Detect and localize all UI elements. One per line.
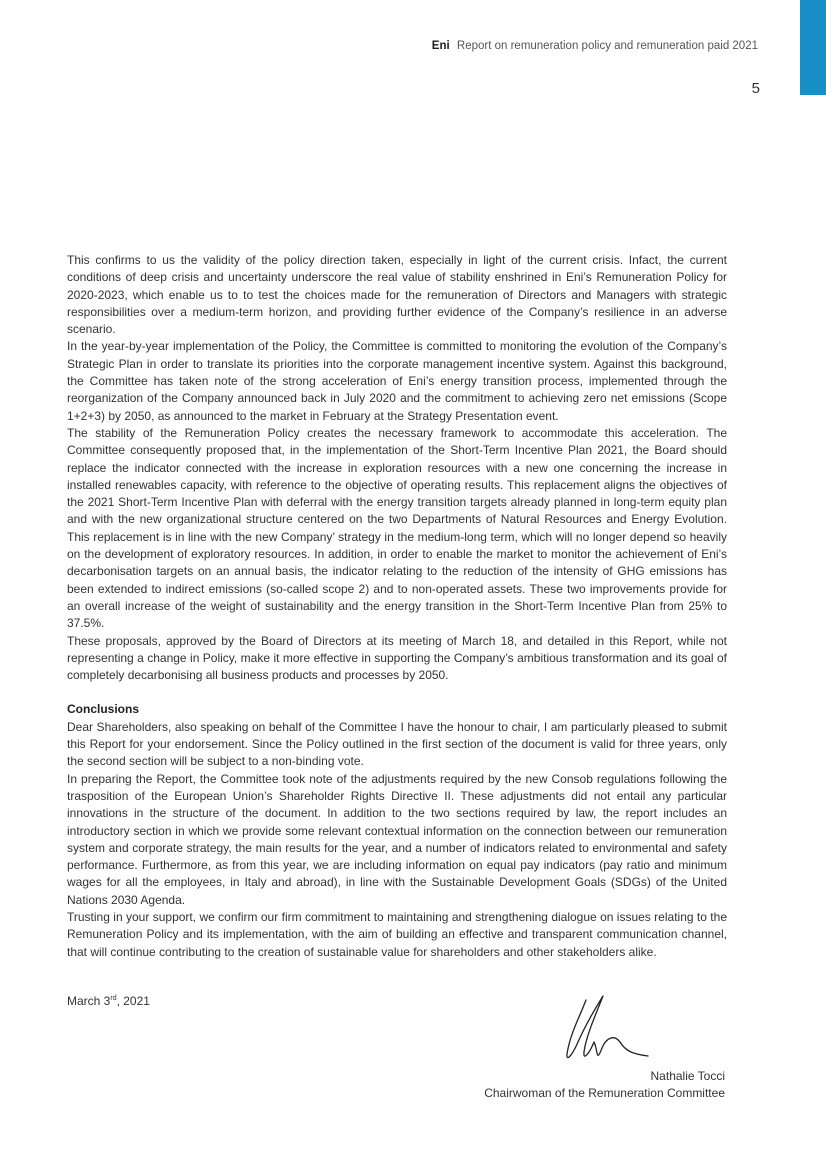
date-ordinal: rd bbox=[110, 995, 117, 1002]
brand-name: Eni bbox=[431, 40, 450, 52]
letter-body bbox=[67, 252, 727, 961]
paragraph: Dear Shareholders, also speaking on behalf of the Committee I have the honour to chair, I am particularly pleased to submit this Report for your endorsement. Since the Policy outlined in the first section of the document is valid for three years, only the second section will be subject to a non-binding vote. bbox=[67, 719, 727, 769]
paragraph: These proposals, approved by the Board of Directors at its meeting of March 18, and detailed in this Report, while not representing a change in Policy, make it more effective in supporting the Company’s ambitious transformation and its goal of completely decarbonising all business products and processes by 2050. bbox=[67, 633, 727, 683]
handwritten-signature bbox=[558, 994, 658, 1066]
signer-name: Nathalie Tocci bbox=[650, 1069, 725, 1083]
paragraph: In the year-by-year implementation of the Policy, the Committee is committed to monitoring the evolution of the Company’s Strategic Plan in order to translate its priorities into the corporate management incentive system. Against this background, the Committee has taken note of the strong acceleration of Eni’s energy transition process, implemented through the reorganization of the Company announced back in July 2020 and the commitment to achieving zero net emissions (Scope 1+2+3) by 2050, as announced to the market in February at the Strategy Presentation event. bbox=[67, 339, 727, 423]
document-title: Report on remuneration policy and remuneration paid 2021 bbox=[456, 40, 758, 52]
paragraph: In preparing the Report, the Committee took note of the adjustments required by the new Consob regulations following the trasposition of the European Union’s Shareholder Rights Directive II. These adjustments did not entail any particular innovations in the structure of the document. In addition to the two sections required by law, the report includes an introductory section in which we provide some relevant contextual information on the connection between our remuneration system and corporate strategy, the main results for the year, and a number of indicators related to environmental and safety performance. Furthermore, as from this year, we are including information on equal pay indicators (pay ratio and minimum wages for all the employees, in Italy and abroad), in line with the Sustainable Development Goals (SDGs) of the United Nations 2030 Agenda. bbox=[67, 771, 727, 907]
page-number: 5 bbox=[751, 80, 760, 97]
letter-date bbox=[67, 994, 150, 1008]
section-tab bbox=[800, 0, 826, 95]
paragraph: This confirms to us the validity of the policy direction taken, especially in light of the current crisis. Infact, the current conditions of deep crisis and uncertainty underscore the real value of stability enshrined in Eni’s Remuneration Policy for 2020-2023, which enable us to to test the choices made for the remuneration of Directors and Managers with strategic responsibilities over a medium-term horizon, and providing further evidence of the Company’s resilience in an adverse scenario. bbox=[67, 253, 727, 337]
conclusions-heading: Conclusions bbox=[67, 702, 140, 717]
paragraph: Trusting in your support, we confirm our firm commitment to maintaining and strengthening dialogue on issues relating to the Remuneration Policy and its implementation, with the aim of building an effective and transparent communication channel, that will continue contributing to the creation of sustainable value for shareholders and other stakeholders alike. bbox=[67, 909, 727, 959]
running-header bbox=[432, 40, 758, 52]
signer-title: Chairwoman of the Remuneration Committee bbox=[484, 1086, 725, 1100]
paragraph: The stability of the Remuneration Policy creates the necessary framework to accommodate this acceleration. The Committee consequently proposed that, in the implementation of the Short-Term Incentive Plan 2021, the Board should replace the indicator connected with the increase in exploration resources with a new one concerning the increase in installed renewables capacity, with reference to the objective of operating results. This replacement aligns the objectives of the 2021 Short-Term Incentive Plan with deferral with the energy transition targets already planned in long-term equity plan and with the new organizational structure centered on the two Departments of Natural Resources and Energy Evolution. This replacement is in line with the new Company’ strategy in the medium-long term, which will no longer depend so heavily on the development of exploratory resources. In addition, in order to enable the market to monitor the achievement of Eni’s decarbonisation targets on an annual basis, the indicator relating to the reduction of the intensity of GHG emissions has been extended to indirect emissions (so-called scope 2) and to non-operated assets. These two improvements provide for an overall increase of the weight of sustainability and the energy transition in the Short-Term Incentive Plan from 25% to 37.5%. bbox=[67, 425, 727, 631]
date-year: , 2021 bbox=[116, 994, 150, 1008]
date-prefix: March 3 bbox=[67, 994, 111, 1008]
